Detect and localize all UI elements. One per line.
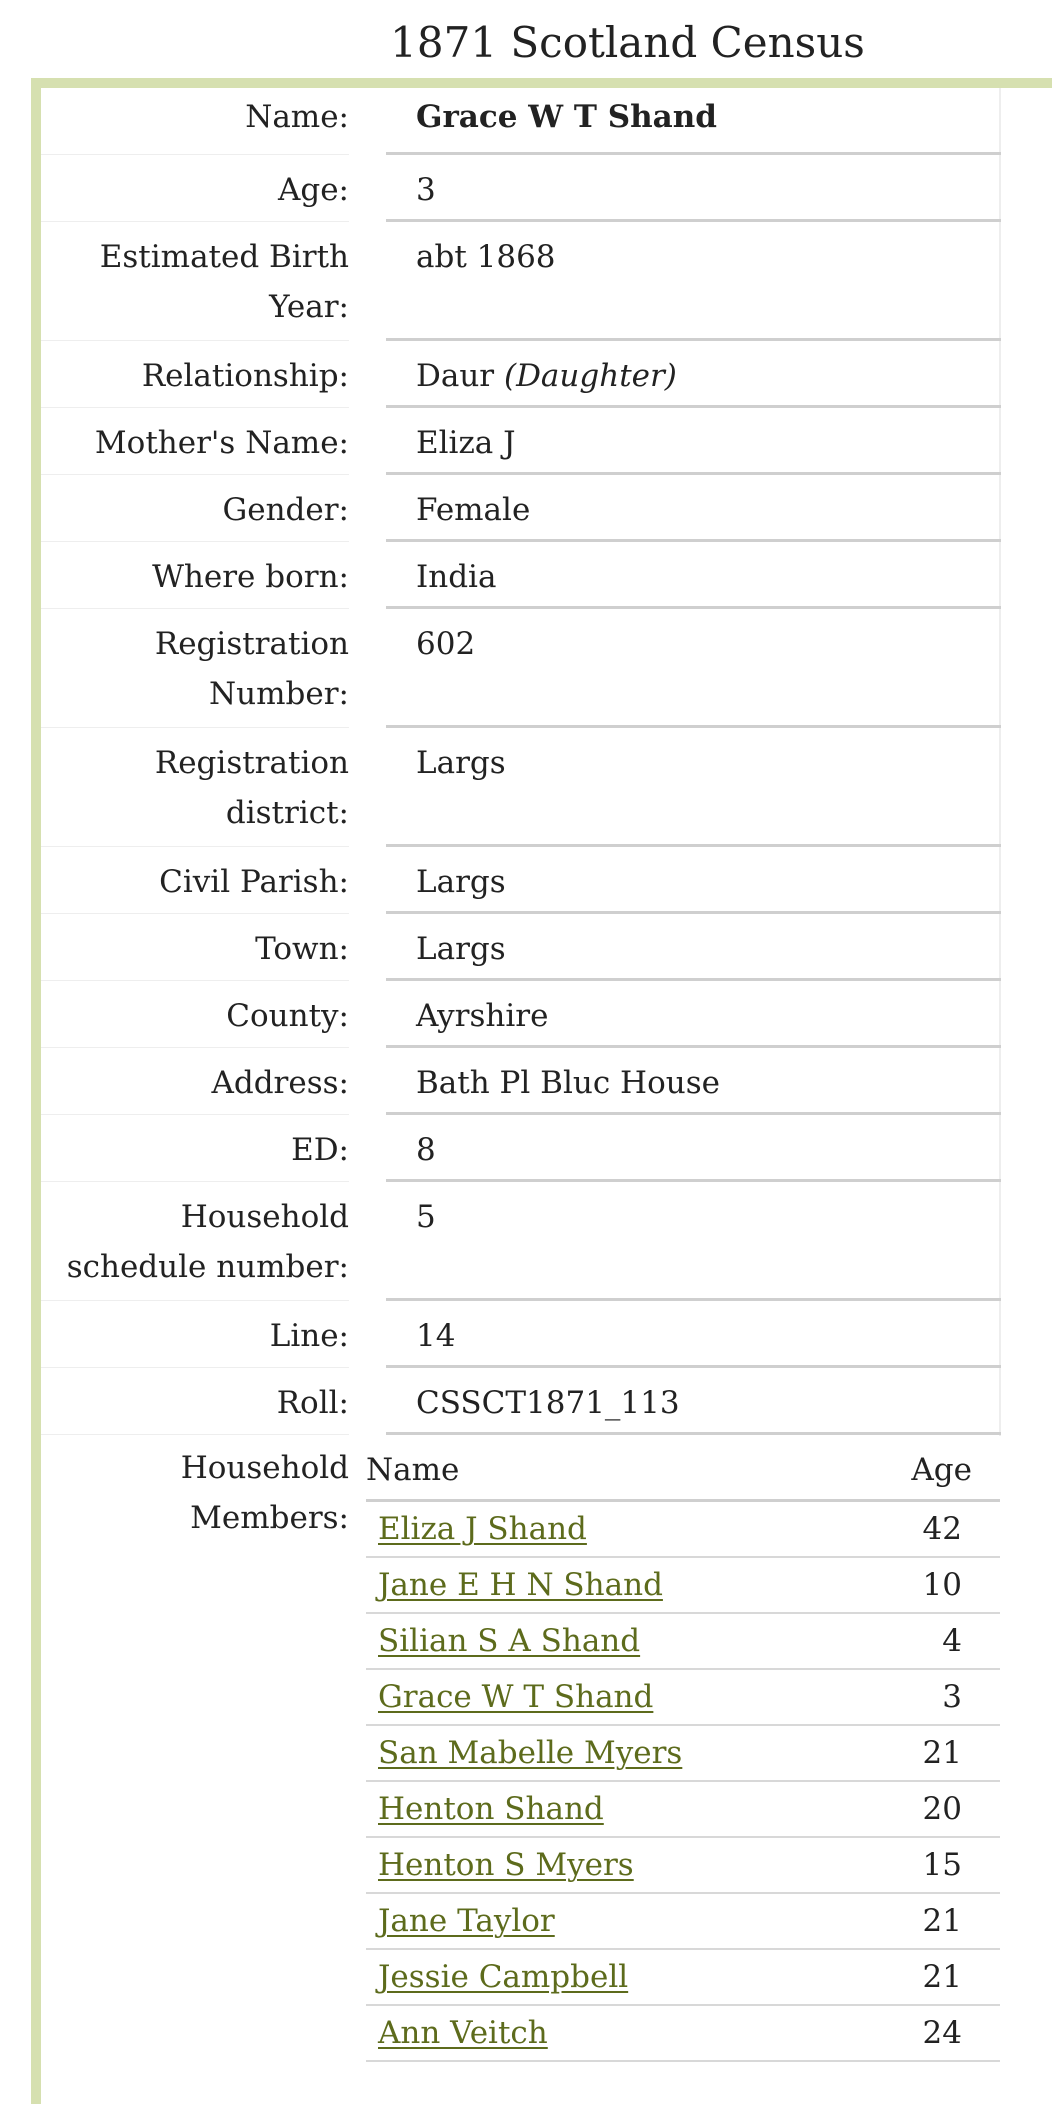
field-label: Where born: [41, 542, 349, 609]
member-link[interactable]: Henton S Myers [378, 1847, 634, 1883]
field-relationship-row [41, 341, 1001, 408]
field-schedule-row [41, 1182, 1001, 1301]
field-label: Household schedule number: [41, 1182, 349, 1301]
household-header-row [366, 1441, 1000, 1501]
table-row [366, 1557, 1000, 1613]
relationship-note: (Daughter) [503, 358, 677, 394]
member-age: 42 [882, 1501, 1000, 1558]
table-row [366, 1725, 1000, 1781]
member-age: 15 [882, 1837, 1000, 1893]
member-name-cell [366, 1501, 882, 1558]
field-value-schedule: 5 [386, 1182, 1001, 1301]
field-label: Line: [41, 1301, 349, 1368]
field-value-gender: Female [386, 475, 1001, 542]
member-age: 21 [882, 1949, 1000, 2005]
field-label: Mother's Name: [41, 408, 349, 475]
member-name-cell [366, 1837, 882, 1893]
relationship-code: Daur [416, 358, 495, 394]
field-label: Name: [41, 88, 349, 155]
member-link[interactable]: Silian S A Shand [378, 1623, 641, 1659]
table-row [366, 1501, 1000, 1558]
member-link[interactable]: San Mabelle Myers [378, 1735, 683, 1771]
field-label: Estimated Birth Year: [41, 222, 349, 341]
field-registration-district-row [41, 728, 1001, 847]
member-age: 10 [882, 1557, 1000, 1613]
member-age: 21 [882, 1725, 1000, 1781]
field-birth-year-row [41, 222, 1001, 341]
field-value-line: 14 [386, 1301, 1001, 1368]
member-age: 21 [882, 1893, 1000, 1949]
table-row [366, 1837, 1000, 1893]
table-row [366, 2005, 1000, 2061]
field-label: County: [41, 981, 349, 1048]
member-age: 24 [882, 2005, 1000, 2061]
field-value-birthplace: India [386, 542, 1001, 609]
field-registration-number-row [41, 609, 1001, 728]
member-age: 20 [882, 1781, 1000, 1837]
field-label: Town: [41, 914, 349, 981]
field-label: ED: [41, 1115, 349, 1182]
field-value-mother: Eliza J [386, 408, 1001, 475]
table-row [366, 1781, 1000, 1837]
field-value-registration-number: 602 [386, 609, 1001, 728]
member-link[interactable]: Jane E H N Shand [378, 1567, 663, 1603]
column-header-name: Name [366, 1441, 882, 1501]
member-link[interactable]: Eliza J Shand [378, 1511, 587, 1547]
field-value-age: 3 [386, 155, 1001, 222]
member-age: 3 [882, 1669, 1000, 1725]
member-name-cell [366, 1613, 882, 1669]
field-county-row [41, 981, 1001, 1048]
member-link[interactable]: Ann Veitch [378, 2015, 548, 2051]
field-civil-parish-row [41, 847, 1001, 914]
field-label: Roll: [41, 1368, 349, 1435]
table-row [366, 1893, 1000, 1949]
field-gender-row [41, 475, 1001, 542]
member-link[interactable]: Henton Shand [378, 1791, 604, 1827]
field-value-registration-district: Largs [386, 728, 1001, 847]
field-age-row [41, 155, 1001, 222]
field-name-row [41, 88, 1001, 155]
field-value-civil-parish: Largs [386, 847, 1001, 914]
member-link[interactable]: Grace W T Shand [378, 1679, 654, 1715]
field-value-birth-year: abt 1868 [386, 222, 1001, 341]
field-mother-row [41, 408, 1001, 475]
field-value-ed: 8 [386, 1115, 1001, 1182]
field-value-address: Bath Pl Bluc House [386, 1048, 1001, 1115]
field-ed-row [41, 1115, 1001, 1182]
field-value-relationship [386, 341, 1001, 408]
member-link[interactable]: Jane Taylor [378, 1903, 555, 1939]
member-link[interactable]: Jessie Campbell [378, 1959, 629, 1995]
household-members-row [41, 1435, 1001, 2105]
table-row [366, 1669, 1000, 1725]
field-roll-row [41, 1368, 1001, 1435]
field-value-roll: CSSCT1871_113 [386, 1368, 1001, 1435]
household-cell [366, 1435, 1001, 2105]
member-name-cell [366, 1725, 882, 1781]
member-age: 4 [882, 1613, 1000, 1669]
field-town-row [41, 914, 1001, 981]
member-name-cell [366, 1669, 882, 1725]
field-label: Age: [41, 155, 349, 222]
field-label: Address: [41, 1048, 349, 1115]
column-header-age: Age [882, 1441, 1000, 1501]
field-value-town: Largs [386, 914, 1001, 981]
member-name-cell [366, 1893, 882, 1949]
household-table [366, 1441, 1000, 2062]
member-name-cell [366, 1557, 882, 1613]
field-birthplace-row [41, 542, 1001, 609]
member-name-cell [366, 2005, 882, 2061]
field-value-county: Ayrshire [386, 981, 1001, 1048]
field-label: Registration district: [41, 728, 349, 847]
field-label: Gender: [41, 475, 349, 542]
field-label: Relationship: [41, 341, 349, 408]
census-record [41, 88, 1001, 2105]
member-name-cell [366, 1949, 882, 2005]
field-line-row [41, 1301, 1001, 1368]
field-label: Registration Number: [41, 609, 349, 728]
field-label: Civil Parish: [41, 847, 349, 914]
member-name-cell [366, 1781, 882, 1837]
page-title: 1871 Scotland Census [390, 18, 865, 67]
field-value-name: Grace W T Shand [386, 88, 1001, 155]
field-address-row [41, 1048, 1001, 1115]
table-row [366, 1949, 1000, 2005]
table-row [366, 1613, 1000, 1669]
household-label: Household Members: [180, 1450, 349, 1536]
